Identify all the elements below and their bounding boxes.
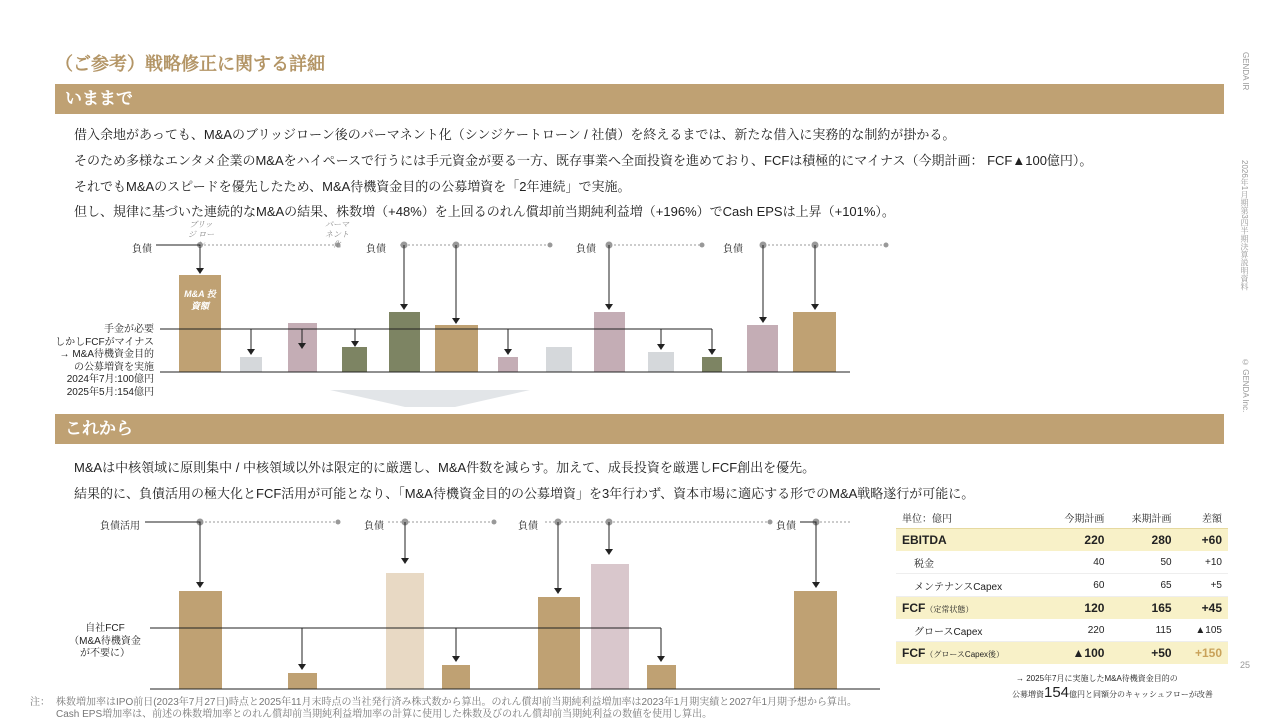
ma-investment-label: M&A 投資額	[184, 289, 216, 311]
before-debt-label-4: 負債	[723, 244, 743, 255]
cell: 115	[1110, 619, 1177, 642]
row-label-main: FCF	[902, 601, 926, 615]
side-company-label: GENDA IR	[1241, 52, 1250, 91]
footnote-prefix: 注：	[30, 697, 50, 708]
cell: +5	[1178, 574, 1228, 597]
own-fcf-line: （M&A待機資金	[69, 635, 141, 647]
cell: 50	[1110, 551, 1177, 574]
cell: ▲100	[1043, 642, 1110, 665]
own-fcf-line: が不要に）	[80, 648, 130, 659]
cell: +45	[1178, 597, 1228, 620]
after-debt-label-3: 負債	[776, 521, 796, 532]
col-header: 差額	[1202, 513, 1222, 525]
debt-use-label: 負債活用	[100, 521, 140, 532]
footnote-line-1: 株数増加率はIPO前日(2023年7月27日)時点と2025年11月末時点の当社発行済み株式数から算出。のれん償却前当期純利益増加率は2023年1月期実績と2027年1月期予想から算出。	[56, 697, 858, 708]
after-debt-label-1: 負債	[364, 521, 384, 532]
before-line-4: 但し、規律に基づいた連続的なM&Aの結果、株数増（+48%）を上回るのれん償却前当期純利益増（+196%）でCash EPSは上昇（+101%）。	[74, 204, 895, 219]
table-note-amount: 154	[1044, 684, 1070, 701]
own-fcf-note	[60, 623, 150, 661]
cell: 280	[1110, 529, 1177, 552]
col-header: 来期計画	[1131, 513, 1172, 525]
footnote-line-2: Cash EPS増加率は、前述の株数増加率とのれん償却前当期純利益増加率の計算に使用した株数及びのれん償却前当期純利益の数値を使用し算出。	[56, 709, 713, 720]
cell-highlight: +150	[1178, 642, 1228, 665]
row-label	[896, 597, 1043, 620]
table-note-part: 億円と同額分のキャッシュフローが改善	[1069, 690, 1213, 699]
row-label: EBITDA	[896, 529, 1043, 552]
after-line-2: 結果的に、負債活用の極大化とFCF活用が可能となり、「M&A待機資金目的の公募増資」を3年行わず、資本市場に適応する形でのM&A戦略遂行が可能に。	[74, 486, 975, 501]
table-row-fcf-after-growth	[896, 642, 1228, 665]
cash-note-line: しかしFCFがマイナス	[55, 336, 154, 348]
page-number: 25	[1239, 660, 1250, 670]
page-title: （ご参考）戦略修正に関する詳細	[55, 54, 325, 74]
table-note-part: 公募増資	[1012, 690, 1044, 699]
before-debt-label-2: 負債	[366, 244, 386, 255]
before-line-1: 借入余地があっても、M&Aのブリッジローン後のパーマネント化（シンジケートローン / 社債）を終えるまでは、新たな借入に実務的な制約が掛かる。	[74, 127, 956, 142]
cash-note-line: の公募増資を実施	[74, 361, 154, 373]
cash-note-line: 2025年5月:154億円	[66, 386, 154, 398]
cell: 120	[1043, 597, 1110, 620]
table-row-tax	[896, 551, 1228, 574]
table-header-row	[896, 506, 1228, 529]
before-debt-label-1: 負債	[132, 244, 152, 255]
before-line-2: そのため多様なエンタメ企業のM&Aをハイペースで行うには手元資金が要る一方、既存事業へ全面投資を進めており、FCFは積極的にマイナス（今期計画： FCF▲100億円）。	[74, 153, 1093, 168]
before-debt-label-3: 負債	[576, 244, 596, 255]
before-line-3: それでもM&Aのスピードを優先したため、M&A待機資金目的の公募増資を「2年連続」で実施。	[74, 179, 631, 194]
row-label-sub: （グロースCapex後）	[925, 650, 1005, 659]
cell: +60	[1178, 529, 1228, 552]
bridge-loan-label: ブリッジ ローン	[187, 220, 215, 249]
section-band-after: これから	[55, 414, 1224, 444]
cash-note-line: 2024年7月:100億円	[66, 374, 154, 385]
permanent-label: パーマ ネント化	[325, 220, 349, 249]
table-note-line2	[1012, 684, 1213, 701]
table-row-ebitda	[896, 529, 1228, 552]
cell: 220	[1043, 529, 1110, 552]
after-diagram	[90, 512, 890, 692]
row-label: 税金	[896, 551, 1043, 574]
cash-need-note	[40, 324, 154, 399]
table-row-fcf-steady	[896, 597, 1228, 620]
fcf-table	[896, 506, 1228, 664]
cash-note-line: 手金が必要	[104, 324, 154, 335]
table-note-line1: → 2025年7月に実施したM&A待機資金目的の	[1016, 674, 1178, 683]
row-label-sub: （定常状態）	[925, 605, 974, 614]
cash-note-line: → M&A待機資金目的	[59, 349, 154, 360]
own-fcf-line: 自社FCF	[85, 623, 125, 634]
cell: +10	[1178, 551, 1228, 574]
cell: 165	[1110, 597, 1177, 620]
side-copyright: © GENDA Inc.	[1241, 358, 1250, 413]
col-header: 今期計画	[1064, 513, 1105, 525]
cell: 60	[1043, 574, 1110, 597]
after-line-1: M&Aは中核領域に原則集中 / 中核領域以外は限定的に厳選し、M&A件数を減らす。加えて、成長投資を厳選しFCF創出を優先。	[74, 460, 816, 475]
unit-label: 単位：億円	[902, 513, 952, 525]
table-row-maintenance-capex	[896, 574, 1228, 597]
cell: 65	[1110, 574, 1177, 597]
row-label	[896, 642, 1043, 665]
cell: +50	[1110, 642, 1177, 665]
row-label: グロースCapex	[896, 619, 1043, 642]
cell: ▲105	[1178, 619, 1228, 642]
before-diagram	[60, 216, 890, 411]
cell: 40	[1043, 551, 1110, 574]
row-label: メンテナンスCapex	[896, 574, 1043, 597]
after-debt-label-2: 負債	[518, 521, 538, 532]
table-row-growth-capex	[896, 619, 1228, 642]
row-label-main: FCF	[902, 646, 926, 660]
cell: 220	[1043, 619, 1110, 642]
section-band-before: いままで	[55, 84, 1224, 114]
side-document-label: 2026年1月期第3四半期決算説明資料	[1240, 160, 1249, 291]
